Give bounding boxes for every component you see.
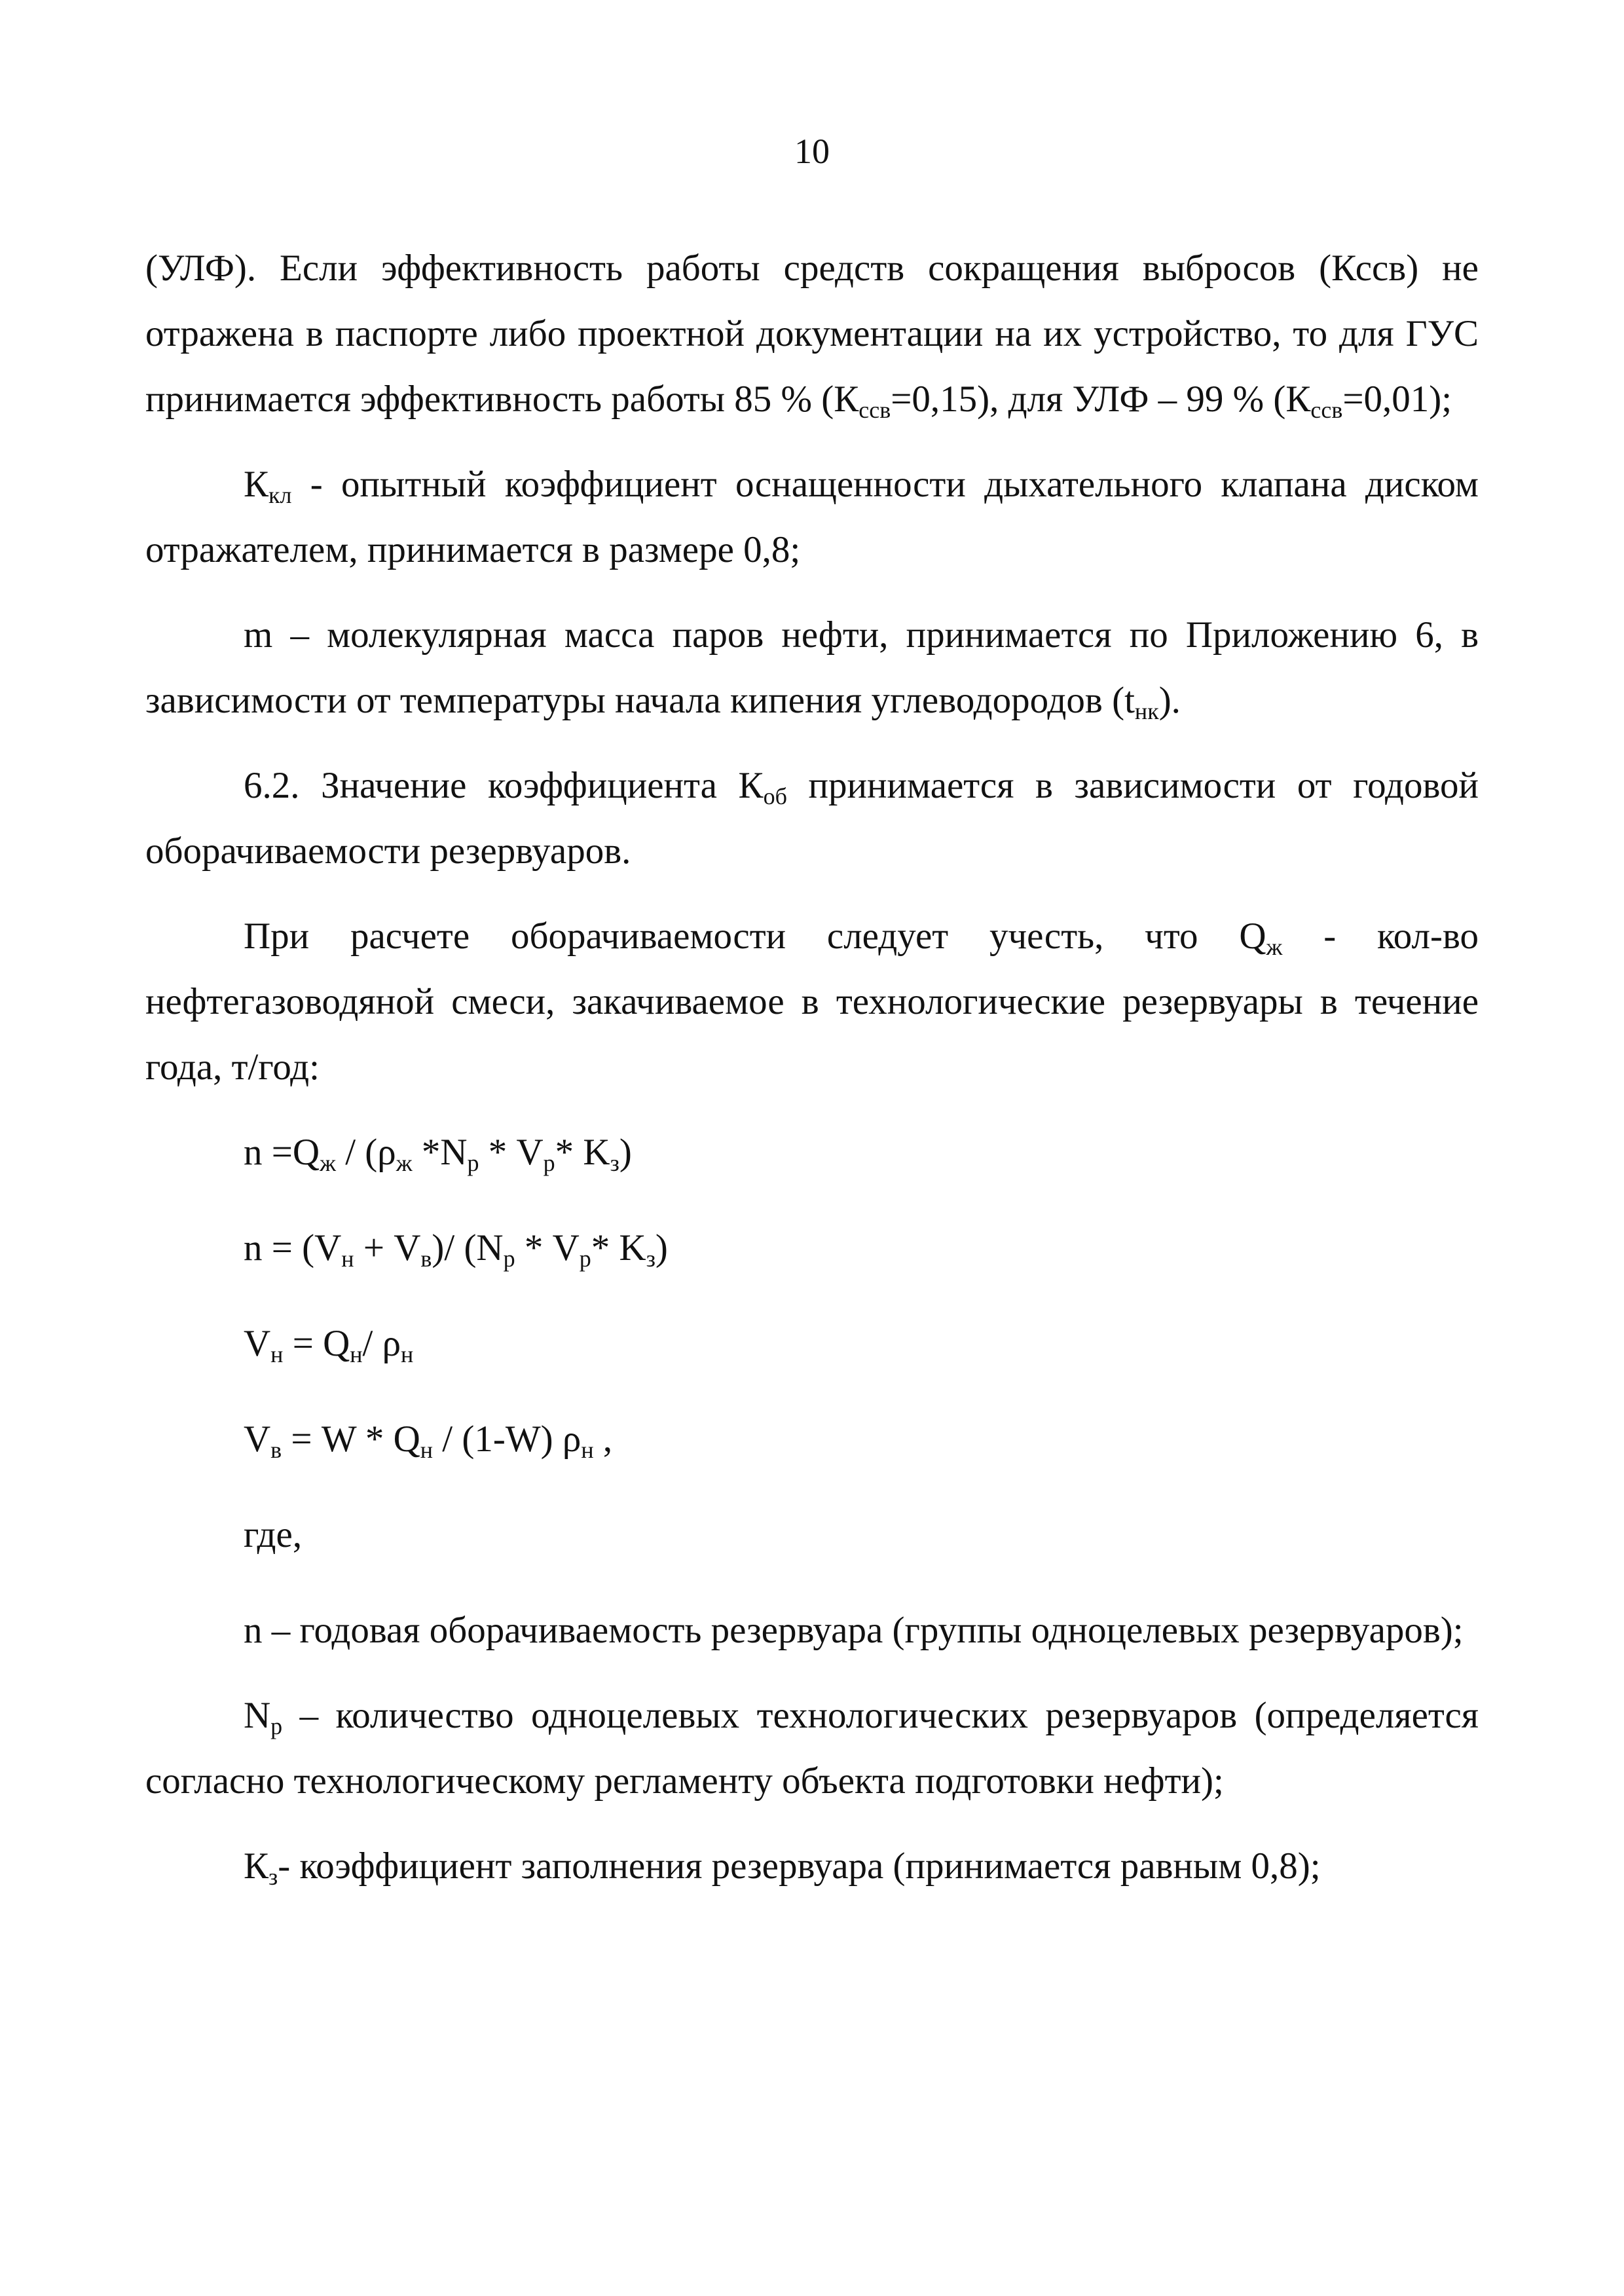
subscript: нк (1134, 698, 1159, 724)
text-run: m – молекулярная масса паров нефти, принимается по Приложению 6, в зависимости от температуры начала кипения углеводородов (t (145, 614, 1479, 721)
text-run: – количество одноцелевых технологических резервуаров (определяется согласно технологическому регламенту объекта подготовки нефти); (145, 1695, 1479, 1802)
formula-run: * V (515, 1227, 580, 1268)
text-run: =0,01); (1342, 379, 1452, 420)
formula-run: *N (412, 1132, 468, 1173)
subscript: ж (1266, 934, 1283, 960)
subscript: з (268, 1864, 278, 1890)
formula-run: V (244, 1418, 271, 1460)
subscript: р (503, 1246, 515, 1272)
paragraph-def-n: n – годовая оборачиваемость резервуара (группы одноцелевых резервуаров); (244, 1610, 1464, 1651)
formula-run: + V (354, 1227, 421, 1268)
subscript: кл (268, 482, 292, 508)
text-run: N (244, 1695, 271, 1736)
paragraph-def-np (145, 1683, 1479, 1814)
where-label: где, (244, 1514, 303, 1555)
subscript: ж (396, 1150, 413, 1176)
formula-run: / (ρ (335, 1132, 396, 1173)
subscript: р (543, 1150, 555, 1176)
formula-run: ) (619, 1132, 632, 1173)
formula-run: * K (555, 1132, 610, 1173)
subscript: н (350, 1341, 363, 1367)
formula-run: = Q (283, 1323, 350, 1364)
paragraph-def-kz (145, 1834, 1479, 1899)
subscript: н (270, 1341, 284, 1367)
formula-run: V (244, 1323, 271, 1364)
text-run: принимается в зависимости от годовой оборачиваемости резервуаров. (145, 765, 1479, 872)
subscript: ссв (1310, 397, 1343, 423)
formula-run: ) (655, 1227, 668, 1268)
text-run: - опытный коэффициент оснащенности дыхательного клапана диском отражателем, принимается в размере 0,8; (145, 464, 1479, 570)
subscript: н (401, 1341, 414, 1367)
formula-run: * V (479, 1132, 544, 1173)
subscript: н (341, 1246, 354, 1272)
text-run: 6.2. Значение коэффициента К (244, 765, 764, 806)
subscript: з (646, 1246, 655, 1272)
subscript: р (270, 1713, 283, 1739)
paragraph-turnover-calc (145, 904, 1479, 1100)
formula-run: * K (591, 1227, 646, 1268)
text-run: При расчете оборачиваемости следует учесть, что Q (244, 916, 1266, 957)
formula-n-1 (145, 1120, 1479, 1215)
document-body (145, 236, 1479, 1899)
formula-vv (145, 1407, 1479, 1502)
paragraph-efficiency (145, 236, 1479, 432)
text-run: К (244, 1845, 269, 1887)
subscript: з (610, 1150, 619, 1176)
text-run: К (244, 464, 269, 505)
paragraph-section-6-2 (145, 753, 1479, 884)
subscript: об (763, 783, 787, 809)
subscript: в (270, 1437, 282, 1463)
subscript: н (420, 1437, 434, 1463)
subscript: ж (320, 1150, 336, 1176)
page-number: 10 (794, 132, 830, 171)
subscript: н (581, 1437, 594, 1463)
subscript: в (420, 1246, 432, 1272)
subscript: ссв (858, 397, 891, 423)
text-run: ). (1158, 680, 1181, 721)
formula-run: / ρ (362, 1323, 401, 1364)
text-run: (УЛФ). Если эффективность работы средств сокращения выбросов (Кссв) не отражена в паспорте либо проектной документации на их устройство, то для ГУС принимается эффективность работы 85 % (К (145, 248, 1479, 420)
subscript: р (579, 1246, 591, 1272)
formula-n-2 (145, 1215, 1479, 1311)
formula-vn (145, 1311, 1479, 1407)
formula-run: )/ (N (432, 1227, 504, 1268)
formula-run: = W * Q (282, 1418, 420, 1460)
paragraph-molecular-mass (145, 602, 1479, 733)
formula-run: n =Q (244, 1132, 320, 1173)
formula-run: , (593, 1418, 613, 1460)
text-run: - кол-во нефтегазоводяной смеси, закачиваемое в технологические резервуары в течение года, т/год: (145, 916, 1479, 1088)
formula-run: / (1-W) ρ (433, 1418, 581, 1460)
subscript: р (467, 1150, 479, 1176)
text-run: - коэффициент заполнения резервуара (принимается равным 0,8); (278, 1845, 1321, 1887)
formula-run: n = (V (244, 1227, 342, 1268)
paragraph-kkl (145, 452, 1479, 583)
text-run: =0,15), для УЛФ – 99 % (К (891, 379, 1311, 420)
